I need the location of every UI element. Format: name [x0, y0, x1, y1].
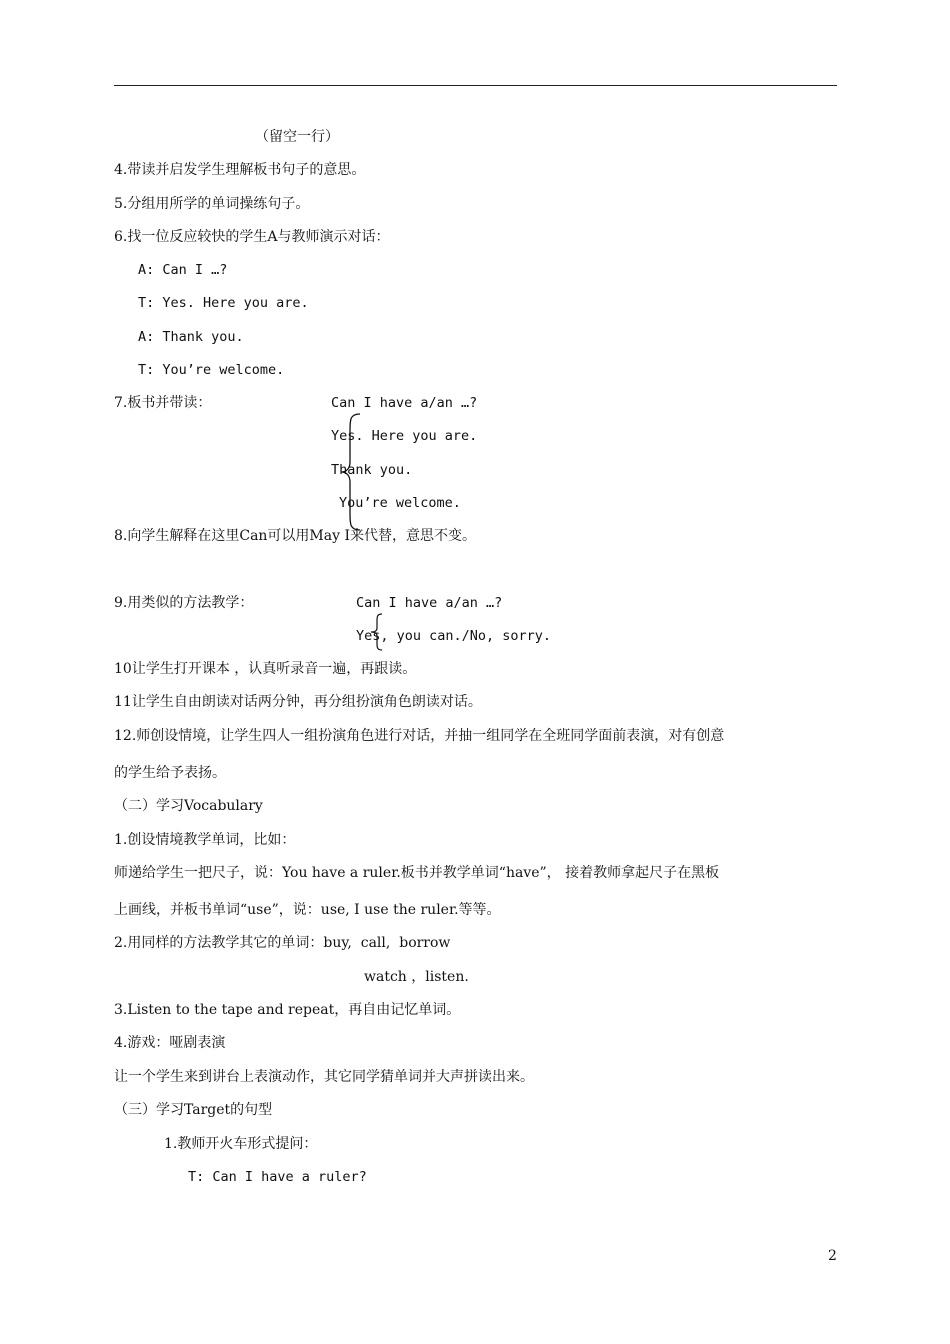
target-step-1-line: T: Can I have a ruler? [188, 1169, 367, 1185]
step-5: 5.分组用所学的单词操练句子。 [114, 196, 310, 212]
dialog-line-1: A: Can I …? [138, 262, 228, 278]
vocab-step-1-text-a: 师递给学生一把尺子，说：You have a ruler.板书并教学单词“have”， 接着教师拿起尺子在黑板 [114, 865, 720, 881]
page-number: 2 [828, 1248, 837, 1264]
dialog-line-3: A: Thank you. [138, 329, 244, 345]
vocab-step-1-text-b: 上画线，并板书单词“use”，说：use, I use the ruler.等等。 [114, 902, 501, 918]
board-line-4: You’re welcome. [339, 495, 461, 511]
vocab-step-4: 4.游戏：哑剧表演 [114, 1035, 226, 1051]
section-2-heading: （二）学习Vocabulary [114, 798, 263, 814]
step-4: 4.带读并启发学生理解板书句子的意思。 [114, 162, 366, 178]
step-10: 10让学生打开课本 ，认真听录音一遍，再跟读。 [114, 661, 417, 677]
step-8: 8.向学生解释在这里Can可以用May I来代替，意思不变。 [114, 528, 477, 544]
step-7: 7.板书并带读： [114, 395, 212, 411]
step-11: 11让学生自由朗读对话两分钟，再分组扮演角色朗读对话。 [114, 694, 482, 710]
vocab-step-4-text: 让一个学生来到讲台上表演动作，其它同学猜单词并大声拼读出来。 [114, 1069, 534, 1085]
blank-line-note: （留空一行） [255, 129, 339, 145]
board-line-1: Can I have a/an …? [331, 395, 478, 411]
vocab-step-3: 3.Listen to the tape and repeat，再自由记忆单词。 [114, 1002, 461, 1018]
step-9: 9.用类似的方法教学： [114, 595, 254, 611]
board-line-3: Thank you. [331, 462, 413, 478]
brace-icon [338, 412, 364, 532]
step-6: 6.找一位反应较快的学生A与教师演示对话： [114, 229, 390, 245]
target-step-1: 1.教师开火车形式提问： [164, 1136, 318, 1152]
board2-line-2: Yes, you can./No, sorry. [356, 628, 552, 644]
dialog-line-2: T: Yes. Here you are. [138, 295, 309, 311]
section-3-heading: （三）学习Target的句型 [114, 1102, 273, 1118]
board-line-2: Yes. Here you are. [331, 428, 478, 444]
board2-line-1: Can I have a/an …? [356, 595, 503, 611]
small-brace-icon [368, 612, 386, 652]
vocab-step-1: 1.创设情境教学单词，比如： [114, 832, 296, 848]
header-rule [114, 85, 837, 86]
step-12-line-1: 12.师创设情境，让学生四人一组扮演角色进行对话，并抽一组同学在全班同学面前表演，对有创意 [114, 728, 725, 744]
vocab-step-2: 2.用同样的方法教学其它的单词：buy, call, borrow [114, 935, 451, 951]
step-12-line-2: 的学生给予表扬。 [114, 765, 226, 781]
dialog-line-4: T: You’re welcome. [138, 362, 285, 378]
vocab-step-2-cont: watch ，listen. [364, 969, 469, 985]
